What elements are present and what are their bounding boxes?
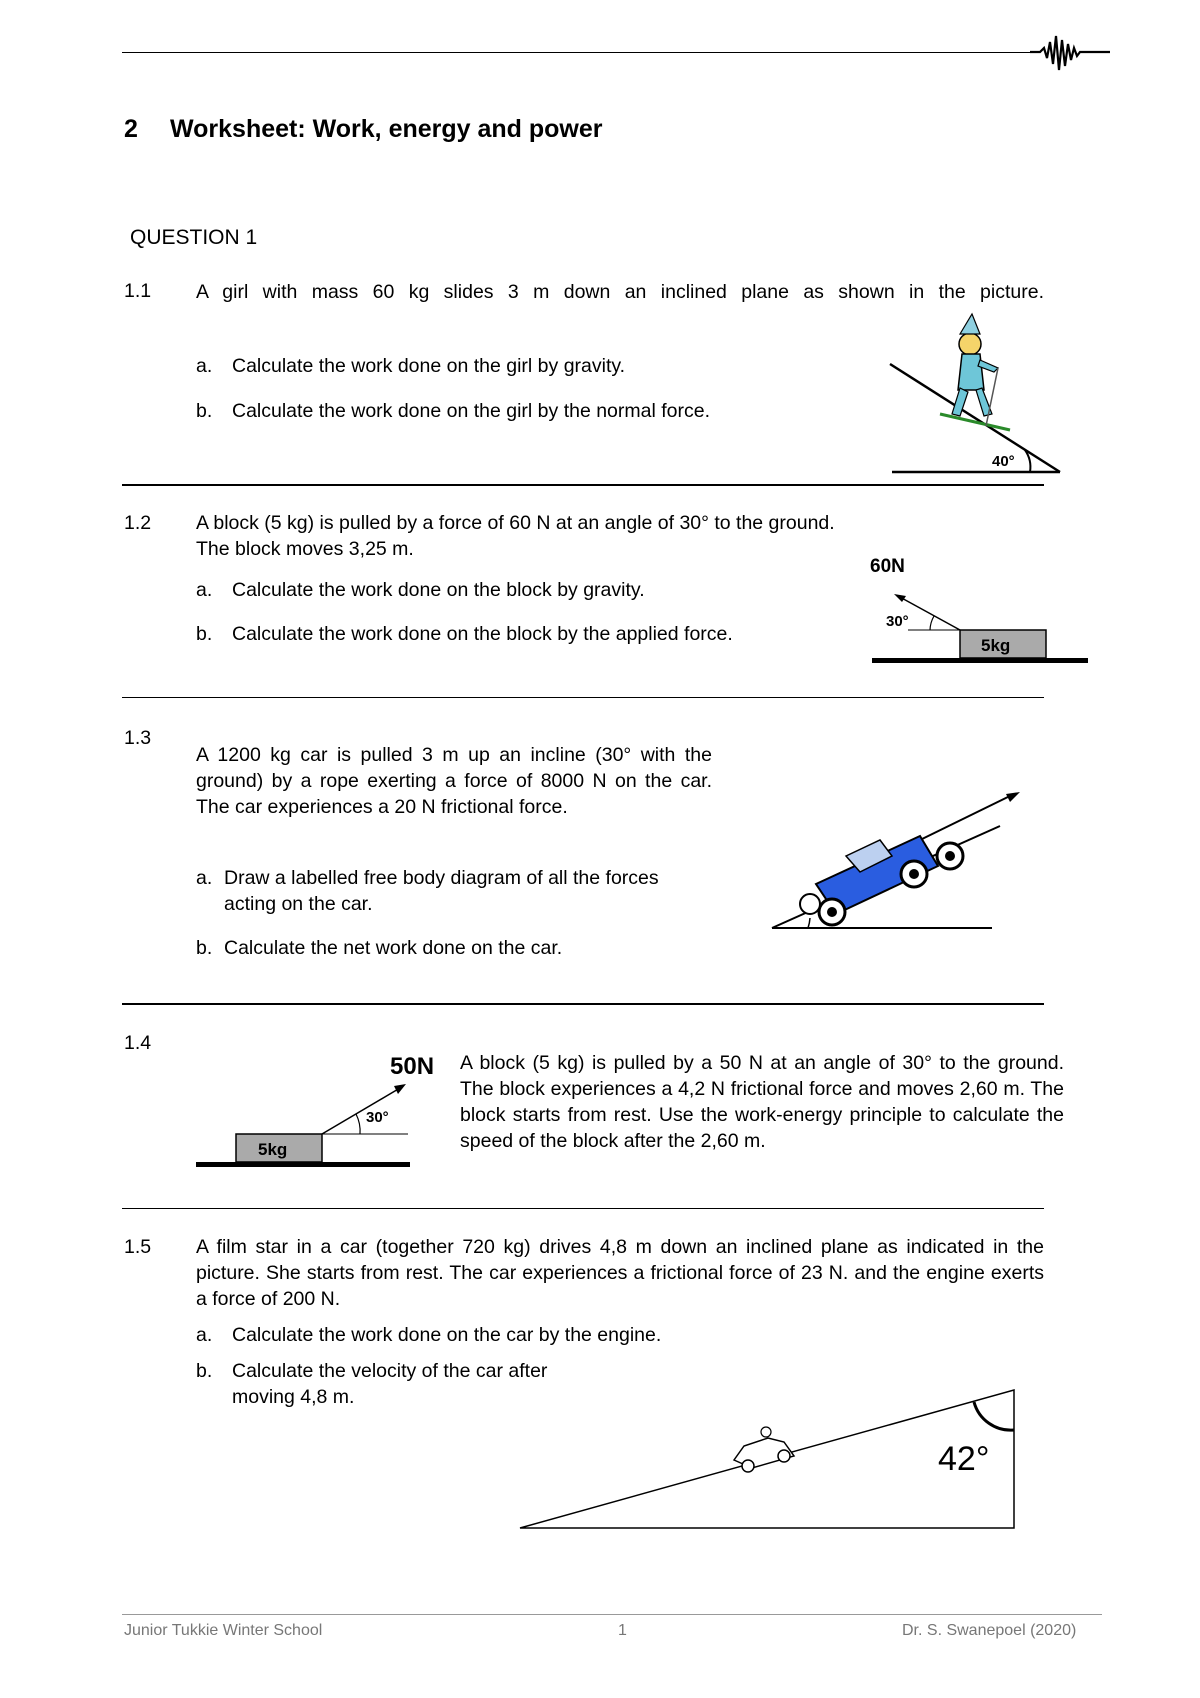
car-icon	[800, 836, 963, 925]
q1-1b-text: Calculate the work done on the girl by the normal force.	[232, 400, 711, 422]
q1-5-stem: A film star in a car (together 720 kg) drives 4,8 m down an inclined plane as indicated in the picture. She starts from rest. The car experiences a frictional force of 23 N. and the engine exerts a force of 200 N.	[196, 1236, 1044, 1310]
q1-5a-text: Calculate the work done on the car by the engine.	[232, 1324, 662, 1346]
q1-4-block-figure	[194, 1050, 444, 1174]
q1-2-stem-line1: A block (5 kg) is pulled by a force of 60 N at an angle of 30° to the ground.	[196, 512, 835, 534]
q1-2-block-label: 5kg	[981, 636, 1011, 655]
section-number: 2	[124, 115, 138, 143]
q1-1a-marker: a.	[196, 355, 213, 377]
q1-3a-marker: a.	[196, 867, 213, 889]
small-car-icon	[734, 1427, 794, 1472]
divider-2	[122, 697, 1044, 698]
q1-3b-marker: b.	[196, 937, 213, 959]
divider-4	[122, 1208, 1044, 1209]
q1-2a-marker: a.	[196, 579, 213, 601]
q1-2-number: 1.2	[124, 512, 152, 534]
q1-2b-text: Calculate the work done on the block by the applied force.	[232, 623, 733, 645]
q1-1a-text: Calculate the work done on the girl by gravity.	[232, 355, 626, 377]
q1-3-stem: A 1200 kg car is pulled 3 m up an incline (30° with the ground) by a rope exerting a force of 8000 N on the car. The car experiences a 20 N frictional force.	[196, 744, 712, 818]
q1-2-angle-label: 30°	[886, 613, 909, 630]
q1-3-number: 1.3	[124, 727, 152, 749]
q1-2b-marker: b.	[196, 623, 213, 645]
q1-2a-text: Calculate the work done on the block by gravity.	[232, 579, 645, 601]
q1-1-number: 1.1	[124, 280, 152, 302]
q1-3a-text: Draw a labelled free body diagram of all the forces acting on the car.	[224, 867, 659, 915]
q1-1-stem: A girl with mass 60 kg slides 3 m down an inclined plane as shown in the picture.	[196, 281, 1044, 303]
header-rule	[122, 52, 1040, 53]
q1-1b-marker: b.	[196, 400, 213, 422]
section-title: Worksheet: Work, energy and power	[170, 115, 603, 143]
footer-right: Dr. S. Swanepoel (2020)	[902, 1622, 1077, 1639]
q1-5a-marker: a.	[196, 1324, 213, 1346]
q1-4-number: 1.4	[124, 1032, 152, 1054]
skier-girl-icon	[940, 314, 1010, 430]
q1-2-stem-line2: The block moves 3,25 m.	[196, 538, 414, 560]
divider-1	[122, 484, 1044, 486]
q1-1-angle-label: 40°	[992, 453, 1015, 470]
q1-1-incline-figure	[880, 310, 1080, 480]
q1-2-block-figure	[868, 552, 1092, 672]
q1-4-block-label: 5kg	[258, 1140, 288, 1159]
q1-5b-text: Calculate the velocity of the car after moving 4,8 m.	[232, 1360, 548, 1408]
q1-5-angle-label: 42°	[938, 1440, 990, 1478]
footer-rule	[122, 1614, 1102, 1615]
q1-4-force-label: 50N	[390, 1053, 435, 1080]
divider-3	[122, 1003, 1044, 1005]
question-heading: QUESTION 1	[130, 226, 258, 249]
q1-4-angle-label: 30°	[366, 1109, 389, 1126]
q1-5-incline-figure	[512, 1380, 1032, 1540]
q1-4-stem: A block (5 kg) is pulled by a 50 N at an angle of 30° to the ground. The block experiences a 4,2 N frictional force and moves 2,60 m. The block starts from rest. Use the work-energy principle to calculate the speed of the block after the 2,60 m.	[460, 1052, 1064, 1152]
q1-3b-text: Calculate the net work done on the car.	[224, 937, 563, 959]
footer-page-number: 1	[618, 1622, 627, 1639]
q1-5-number: 1.5	[124, 1236, 152, 1258]
q1-2-force-label: 60N	[870, 556, 905, 577]
q1-3-car-figure	[770, 786, 1030, 936]
q1-5b-marker: b.	[196, 1360, 213, 1382]
footer-left: Junior Tukkie Winter School	[124, 1622, 323, 1639]
waveform-logo-icon	[1030, 30, 1110, 76]
